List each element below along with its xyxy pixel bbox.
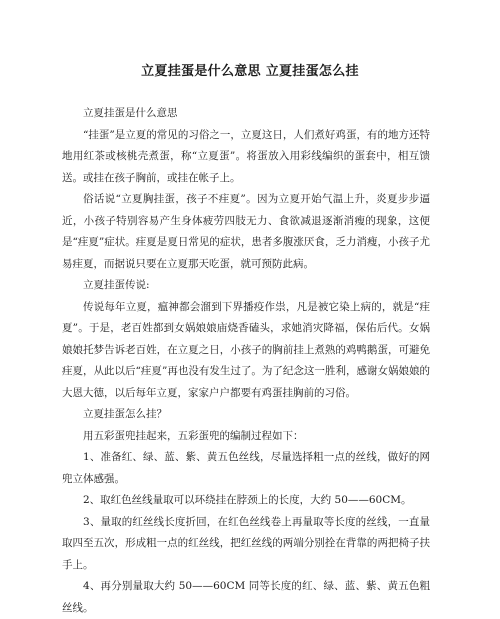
step-3: 3、量取的红丝线长度折回，在红色丝线卷上再量取等长度的丝线，一直量取四至五次，形成粗一点的红丝线，把红丝线的两端分别拴在背靠的两把椅子扶手上。 [62,515,430,571]
paragraph-meaning-1: “挂蛋”是立夏的常见的习俗之一，立夏这日，人们煮好鸡蛋，有的地方还特地用红茶或核桃壳煮蛋，称“立夏蛋”。将蛋放入用彩线编织的蛋套中，相互馈送。或挂在孩子胸前，或挂在帐子上。 [62,128,430,184]
step-1: 1、准备红、绿、蓝、紫、黄五色丝线，尽量选择粗一点的丝线，做好的网兜立体感强。 [62,451,430,485]
paragraph-legend: 传说每年立夏，瘟神都会溜到下界播疫作祟，凡是被它染上病的，就是“疰夏”。于是，老百姓都到女娲娘娘庙烧香磕头，求她消灾降福，保佑后代。女娲娘娘托梦告诉老百姓，在立夏之日，小孩子的胸前挂上煮熟的鸡鸭鹅蛋，可避免疰夏，从此以后“疰夏”再也没有发生过了。为了纪念这一胜利，感谢女娲娘娘的大恩大德，以后每年立夏，家家户户都要有鸡蛋挂胸前的习俗。 [62,300,430,399]
step-4: 4、再分别量取大约 50——60CM 同等长度的红、绿、蓝、紫、黄五色粗丝线。 [62,580,430,614]
document-body [62,103,430,619]
paragraph-how-intro: 用五彩蛋兜挂起来，五彩蛋兜的编制过程如下： [83,429,304,442]
step-2: 2、取红色丝线量取可以环绕挂在脖颈上的长度，大约 50——60CM。 [83,494,412,506]
section-heading-legend: 立夏挂蛋传说: [83,279,150,291]
document-title: 立夏挂蛋是什么意思 立夏挂蛋怎么挂 [141,64,359,79]
paragraph-meaning-2: 俗话说“立夏胸挂蛋，孩子不疰夏”。因为立夏开始气温上升，炎夏步步逼近，小孩子特别容易产生身体疲劳四肢无力、食欲减退逐渐消瘦的现象，这便是“疰夏”症状。疰夏是夏日常见的症状，患者多腹涨厌食，乏力消瘦，小孩子尤易疰夏，而据说只要在立夏那天吃蛋，就可预防此病。 [62,193,430,270]
section-heading-meaning: 立夏挂蛋是什么意思 [83,107,178,119]
section-heading-how: 立夏挂蛋怎么挂？ [83,408,167,420]
